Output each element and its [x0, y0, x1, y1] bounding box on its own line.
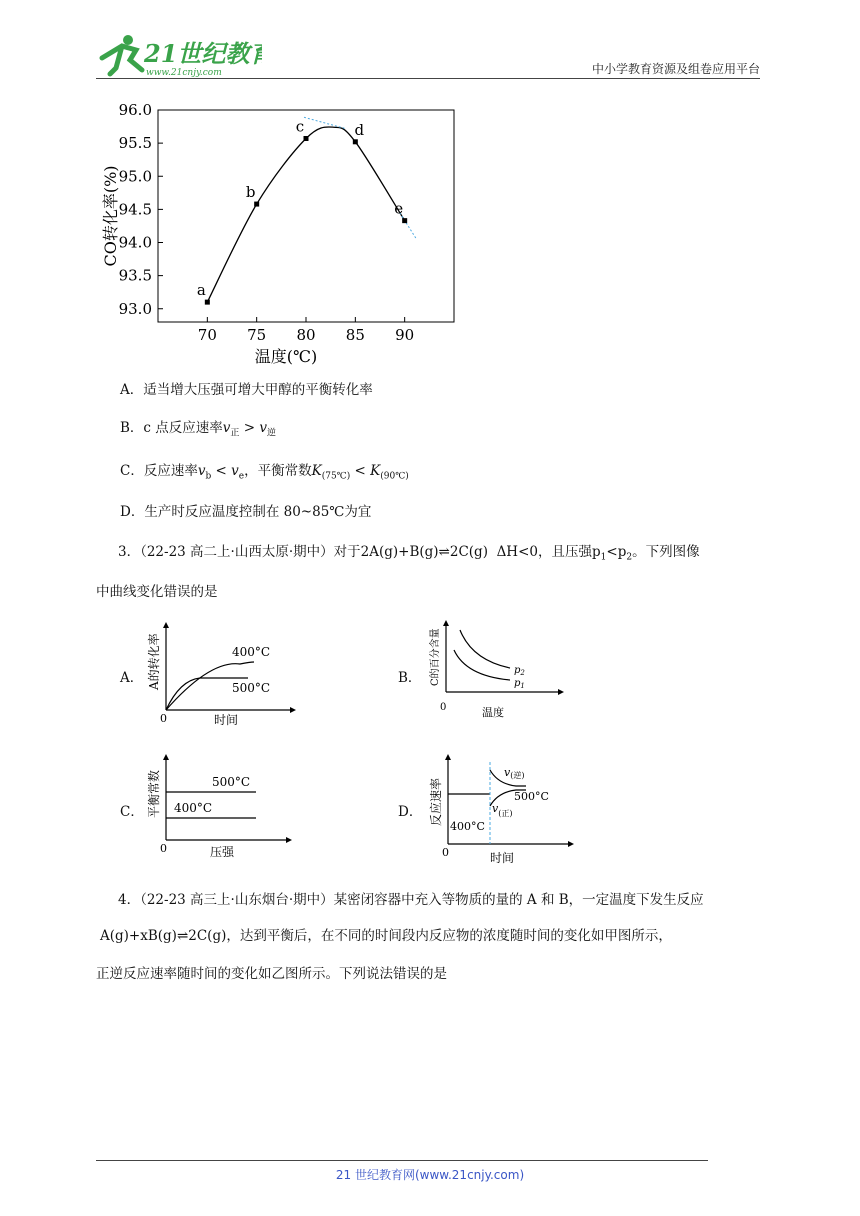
conversion-curve: [207, 127, 404, 302]
q3-option-c-letter[interactable]: C．: [120, 804, 144, 820]
header-platform-text: 中小学教育资源及组卷应用平台: [591, 62, 760, 76]
q3-lead: 对于: [333, 544, 361, 560]
data-point: [205, 300, 210, 305]
q3-option-b-letter[interactable]: B．: [398, 670, 422, 686]
y-tick-label: 96.0: [118, 101, 152, 119]
v-sub: b: [205, 471, 212, 482]
k-sub: (90℃): [380, 471, 409, 482]
graph-d-400-label: 400°C: [450, 820, 485, 833]
q2-option-d[interactable]: D．生产时反应温度控制在 80~85℃为宜: [120, 504, 372, 520]
point-label: d: [354, 120, 365, 139]
p-sub: 2: [626, 552, 633, 563]
x-tick-label: 80: [296, 326, 316, 344]
q3-lt: <p: [606, 544, 627, 560]
data-point: [353, 139, 358, 144]
graph-d-v-forward: $v_{(正)}$: [492, 802, 513, 818]
header-divider: [96, 78, 760, 79]
graph-b-p2-label: $p_2$: [514, 665, 525, 677]
k-symbol: K: [311, 463, 322, 479]
q4-stem-line2: [100, 924, 672, 944]
q3-equation: 2A(g)+B(g)⇌2C(g): [360, 544, 488, 560]
v-symbol: v: [222, 420, 231, 436]
v-sub: 正: [230, 428, 240, 439]
graph-b-origin: 0: [440, 702, 447, 713]
graph-b-p1-label: $p_1$: [514, 678, 525, 690]
q4-stem-line1: 4．（22-23 高三上·山东烟台·期中）某密闭容器中充入等物质的量的 A 和 B，一定温度下发生反应: [118, 892, 704, 908]
y-axis-label: CO转化率(%): [101, 165, 120, 267]
x-axis-label: 温度(℃): [254, 347, 318, 366]
q3-graph-c: [140, 752, 300, 862]
graph-c-ylabel: 平衡常数: [147, 769, 161, 818]
q3-end: 。下列图像: [632, 544, 700, 560]
q4-equation: A(g)+xB(g)⇌2C(g): [100, 928, 227, 944]
y-tick-label: 95.5: [118, 134, 152, 153]
q2-option-a[interactable]: A．适当增大压强可增大甲醇的平衡转化率: [120, 382, 373, 398]
v-symbol: v: [197, 463, 206, 479]
point-label: a: [196, 281, 206, 300]
q4-stem-line3: 正逆反应速率随时间的变化如乙图所示。下列说法错误的是: [96, 966, 447, 982]
text: ，平衡常数: [244, 463, 312, 479]
v-sub: e: [238, 471, 245, 482]
graph-c-xlabel: 压强: [210, 845, 235, 859]
v-sub: 逆: [266, 428, 276, 439]
footer-link[interactable]: 21 世纪教育网(www.21cnjy.com): [335, 1168, 525, 1182]
q3-graph-a: [140, 620, 300, 730]
x-tick-label: 75: [247, 326, 267, 344]
graph-c-400-label: 400°C: [174, 801, 213, 815]
data-point: [304, 136, 309, 141]
op: <: [350, 463, 371, 479]
x-tick-label: 85: [345, 326, 365, 344]
y-tick-label: 94.0: [118, 233, 152, 252]
runner-icon: [102, 35, 142, 74]
graph-a-xlabel: 时间: [214, 713, 239, 727]
q3-stem-line1: [118, 540, 700, 563]
point-label: e: [394, 199, 404, 218]
x-tick-label: 90: [395, 326, 415, 344]
point-label: b: [245, 183, 256, 202]
x-tick-label: 70: [197, 326, 217, 344]
logo-url: www.21cnjy.com: [146, 68, 222, 78]
graph-b-xlabel: 温度: [482, 706, 504, 719]
graph-a-ylabel: A的转化率: [147, 633, 161, 690]
y-tick-label: 93.0: [118, 299, 152, 318]
graph-a-400-label: 400°C: [232, 645, 271, 659]
graph-c-500-label: 500°C: [212, 775, 251, 789]
q3-source: （22-23 高二上·山西太原·期中）: [140, 544, 334, 560]
q3-dh: ΔH<0: [496, 544, 538, 560]
v-symbol: v: [259, 420, 267, 436]
data-point: [254, 202, 259, 207]
op: >: [239, 420, 260, 436]
k-sub: (75℃): [321, 471, 351, 482]
q3-graph-b: [420, 620, 570, 725]
graph-a-origin: 0: [160, 712, 167, 725]
graph-d-origin: 0: [442, 846, 449, 859]
graph-d-v-reverse: v(逆): [504, 766, 525, 780]
site-logo: [92, 30, 262, 80]
q3-option-a-letter[interactable]: A．: [120, 670, 144, 686]
point-label: c: [295, 117, 305, 136]
v-symbol: v: [231, 463, 239, 479]
co-conversion-chart: [96, 96, 466, 366]
data-point: [402, 218, 407, 223]
graph-d-ylabel: 反应速率: [429, 777, 443, 826]
op: <: [211, 463, 232, 479]
q3-stem-line2: 中曲线变化错误的是: [96, 584, 218, 600]
q3-graph-d: [420, 752, 580, 867]
q2-option-b-text: B．c 点反应速率: [120, 420, 223, 436]
footer-divider: [96, 1160, 708, 1161]
graph-c-origin: 0: [160, 842, 167, 855]
q4-line2-text: ，达到平衡后，在不同的时间段内反应物的浓度随时间的变化如甲图所示，: [226, 928, 672, 944]
graph-d-500-label: 500°C: [514, 790, 549, 803]
q2-option-b[interactable]: [120, 416, 276, 439]
logo-text: 21世纪教育: [144, 39, 262, 68]
y-tick-label: 94.5: [118, 200, 152, 219]
q3-number: 3．: [118, 544, 141, 560]
graph-b-ylabel: C的百分含量: [430, 628, 441, 686]
q3-tail: ，且压强p: [538, 544, 601, 560]
y-tick-label: 95.0: [118, 167, 152, 186]
k-symbol: K: [370, 463, 381, 479]
graph-d-xlabel: 时间: [490, 851, 515, 865]
graph-a-500-label: 500°C: [232, 681, 271, 695]
q3-option-d-letter[interactable]: D．: [398, 804, 423, 820]
q2-option-c[interactable]: [120, 459, 409, 482]
q2-option-c-text: C．反应速率: [120, 463, 198, 479]
p-sub: 1: [600, 552, 607, 563]
y-tick-label: 93.5: [118, 266, 152, 285]
